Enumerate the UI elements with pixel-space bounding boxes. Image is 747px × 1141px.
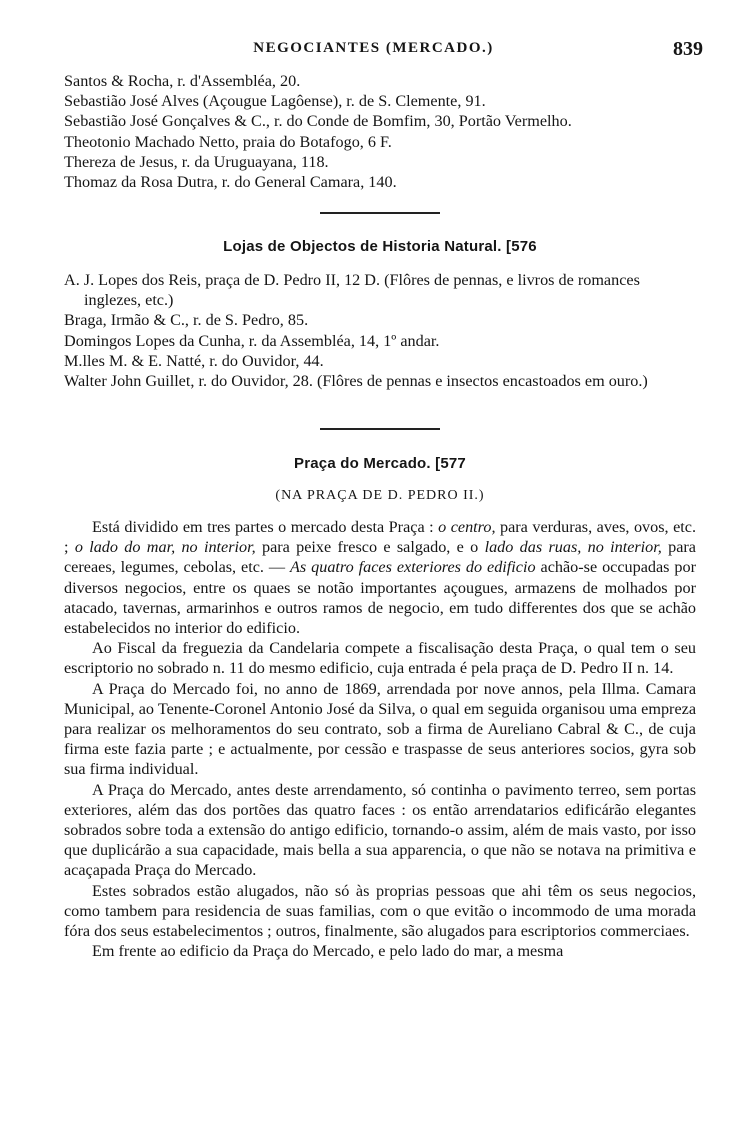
running-title: NEGOCIANTES (MERCADO.) xyxy=(253,40,494,56)
list-item: Santos & Rocha, r. d'Assembléa, 20. xyxy=(64,72,301,90)
list-item: Braga, Irmão & C., r. de S. Pedro, 85. xyxy=(64,311,309,330)
page-number: 839 xyxy=(673,38,703,60)
section-title-577 xyxy=(64,454,696,474)
top-entry-list xyxy=(64,71,696,192)
section-heading: Lojas de Objectos de Historia Natural. [576 xyxy=(223,238,537,255)
list-item: Sebastião José Gonçalves & C., r. do Conde de Bomfim, 30, Portão Vermelho. xyxy=(64,112,572,131)
list-item: Theotonio Machado Netto, praia do Botafogo, 6 F. xyxy=(64,132,392,151)
paragraph: A Praça do Mercado foi, no anno de 1869, arrendada por nove annos, pela Illma. Camara Municipal, ao Tenente-Coronel Antonio José da Silva, o qual em seguida organisou uma empreza para realizar os melhoramentos do seu contrato, sob a firma de Aureliano Cabral & C., de cuja firma este fazia parte ; e actualmente, por cessão e traspasse de seus anteriores socios, gyra sob sua firma individual. xyxy=(64,679,696,779)
paragraph: Em frente ao edificio da Praça do Mercado, e pelo lado do mar, a mesma xyxy=(92,942,564,961)
list-item: Walter John Guillet, r. do Ouvidor, 28. (Flôres de pennas e insectos encastoados em ouro.) xyxy=(64,372,648,391)
list-item: Sebastião José Alves (Açougue Lagôense), r. de S. Clemente, 91. xyxy=(64,92,486,111)
section-subtitle-577 xyxy=(64,486,696,506)
paragraph: Ao Fiscal da freguezia da Candelaria compete a fiscalisação desta Praça, o qual tem o seu escriptorio no sobrado n. 11 do mesmo edificio, cuja entrada é pela praça de D. Pedro II n. 14. xyxy=(64,639,696,678)
section-title-576 xyxy=(64,237,696,257)
divider xyxy=(64,212,696,214)
divider xyxy=(64,428,696,430)
paragraph: Está dividido em tres partes o mercado desta Praça : o centro, para verduras, aves, ovos, etc. ; o lado do mar, no interior, para peixe fresco e salgado, e o lado das ruas, no interior, para cereaes, legumes, cebolas, etc. — As quatro faces exteriores do edificio achão-se occupadas por diversos negocios, entre os quaes se notão importantes açougues, armazens de molhados por atacado, tavernas, armarinhos e outros ramos de negocio, em tudo differentes dos que se achão estabelecidos no interior do edificio. xyxy=(64,518,696,638)
list-item: Thereza de Jesus, r. da Uruguayana, 118. xyxy=(64,152,329,171)
natural-history-list xyxy=(64,270,696,391)
section-subheading: (NA PRAÇA DE D. PEDRO II.) xyxy=(275,488,485,503)
mercado-body xyxy=(64,517,696,961)
paragraph: Estes sobrados estão alugados, não só às proprias pessoas que ahi têm os seus negocios, como tambem para residencia de suas familias, com o que evitão o incommodo de uma morada fóra dos seus estabelecimentos ; outros, finalmente, são alugados para escriptorios commerciaes. xyxy=(64,881,696,941)
list-item: Domingos Lopes da Cunha, r. da Assembléa, 14, 1º andar. xyxy=(64,331,440,350)
list-item: M.lles M. & E. Natté, r. do Ouvidor, 44. xyxy=(64,351,324,370)
running-header xyxy=(0,40,747,66)
section-heading: Praça do Mercado. [577 xyxy=(294,455,466,472)
paragraph: A Praça do Mercado, antes deste arrendamento, só continha o pavimento terreo, sem portas exteriores, além das dos portões das quatro faces : os então arrendatarios edificárão elegantes sobrados sobre toda a extensão do antigo edificio, tornando-o assim, além de mais vasto, por isso que duplicárão a sua capacidade, mais bella a sua apparencia, o que não se notava na primitiva e acaçapada Praça do Mercado. xyxy=(64,780,696,880)
list-item: A. J. Lopes dos Reis, praça de D. Pedro II, 12 D. (Flôres de pennas, e livros de romances inglezes, etc.) xyxy=(64,271,640,310)
list-item: Thomaz da Rosa Dutra, r. do General Camara, 140. xyxy=(64,173,397,192)
